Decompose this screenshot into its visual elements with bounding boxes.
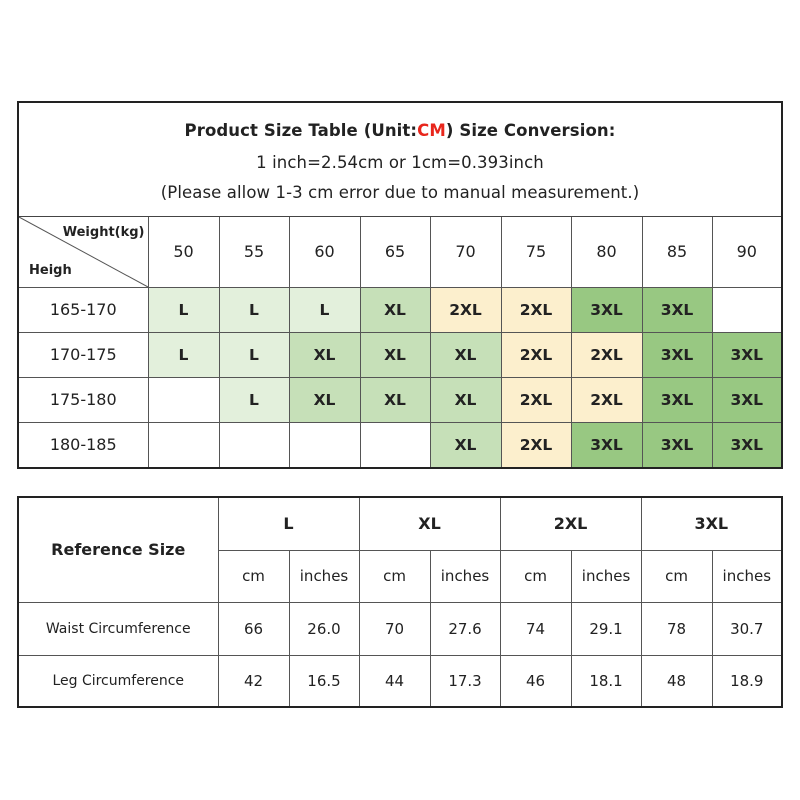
measurement-value-cell: 48 [641,655,712,706]
unit-header-cell: inches [712,550,781,602]
measurement-value-cell: 17.3 [430,655,500,706]
corner-cell [19,217,148,287]
weight-header-cell: 80 [571,217,642,287]
measurement-value-cell: 18.9 [712,655,781,706]
size-cell: 3XL [642,422,712,467]
size-chart-panel [17,101,783,469]
size-cell: 2XL [501,377,571,422]
size-chart-row [19,422,781,467]
size-cell: XL [289,377,360,422]
measurement-value-cell: 74 [500,602,571,655]
measurement-value-cell: 78 [641,602,712,655]
measurement-value-cell: 29.1 [571,602,641,655]
size-cell: 3XL [642,332,712,377]
unit-highlight: CM [417,121,446,140]
unit-header-cell: cm [500,550,571,602]
height-range-cell: 175-180 [19,377,148,422]
size-chart-row [19,377,781,422]
size-cell: 2XL [571,332,642,377]
measurement-row [19,602,781,655]
height-axis-label: Heigh [29,262,72,278]
weight-header-row [19,217,781,287]
size-cell: 2XL [501,422,571,467]
size-cell: 2XL [501,287,571,332]
height-range-cell: 165-170 [19,287,148,332]
measurement-row [19,655,781,706]
size-cell [289,422,360,467]
reference-size-table [19,498,781,706]
size-cell: 2XL [501,332,571,377]
size-cell [712,287,781,332]
weight-header-cell: 50 [148,217,219,287]
size-cell: L [219,377,289,422]
size-chart-row [19,332,781,377]
measurement-value-cell: 18.1 [571,655,641,706]
reference-size-heading: 2XL [500,498,641,550]
reference-size-heading: XL [359,498,500,550]
size-cell [219,422,289,467]
unit-header-cell: cm [359,550,430,602]
unit-header-cell: inches [289,550,359,602]
title-line [19,121,781,140]
size-cell: L [289,287,360,332]
weight-header-cell: 75 [501,217,571,287]
measurement-value-cell: 30.7 [712,602,781,655]
reference-size-panel [17,496,783,708]
size-cell: XL [360,332,430,377]
weight-header-cell: 70 [430,217,501,287]
weight-header-cell: 60 [289,217,360,287]
size-cell: 3XL [712,422,781,467]
size-cell: 3XL [571,287,642,332]
size-cell: L [148,332,219,377]
size-cell: L [219,287,289,332]
weight-header-cell: 85 [642,217,712,287]
reference-size-heading: 3XL [641,498,781,550]
unit-header-cell: cm [218,550,289,602]
size-chart-header [19,103,781,217]
reference-size-header-row [19,498,781,550]
measurement-value-cell: 26.0 [289,602,359,655]
measurement-value-cell: 70 [359,602,430,655]
size-chart-table [19,217,781,467]
unit-header-cell: inches [571,550,641,602]
size-cell: XL [430,332,501,377]
height-range-cell: 170-175 [19,332,148,377]
tolerance-note: (Please allow 1-3 cm error due to manual measurement.) [160,183,640,202]
title-suffix: ) Size Conversion: [445,121,616,140]
title-prefix: Product Size Table (Unit: [184,121,418,140]
measurement-value-cell: 46 [500,655,571,706]
height-range-cell: 180-185 [19,422,148,467]
unit-header-cell: inches [430,550,500,602]
reference-size-heading: L [218,498,359,550]
size-chart-row [19,287,781,332]
size-cell: 3XL [712,377,781,422]
measurement-name-cell: Leg Circumference [19,655,218,706]
size-cell: L [219,332,289,377]
unit-header-cell: cm [641,550,712,602]
measurement-name-cell: Waist Circumference [19,602,218,655]
weight-axis-label: Weight(kg) [62,225,145,240]
conversion-line: 1 inch=2.54cm or 1cm=0.393inch [256,153,544,172]
size-cell: L [148,287,219,332]
size-cell: 3XL [712,332,781,377]
measurement-value-cell: 27.6 [430,602,500,655]
size-cell: XL [360,377,430,422]
weight-header-cell: 55 [219,217,289,287]
size-cell [148,377,219,422]
size-cell: XL [289,332,360,377]
measurement-value-cell: 16.5 [289,655,359,706]
reference-size-label: Reference Size [19,498,218,602]
size-cell: 3XL [642,377,712,422]
size-cell: 2XL [571,377,642,422]
size-cell [148,422,219,467]
size-cell [360,422,430,467]
measurement-value-cell: 44 [359,655,430,706]
measurement-value-cell: 66 [218,602,289,655]
size-cell: 2XL [430,287,501,332]
size-cell: XL [430,377,501,422]
size-cell: XL [360,287,430,332]
size-cell: XL [430,422,501,467]
size-cell: 3XL [642,287,712,332]
weight-header-cell: 90 [712,217,781,287]
weight-header-cell: 65 [360,217,430,287]
measurement-value-cell: 42 [218,655,289,706]
size-cell: 3XL [571,422,642,467]
